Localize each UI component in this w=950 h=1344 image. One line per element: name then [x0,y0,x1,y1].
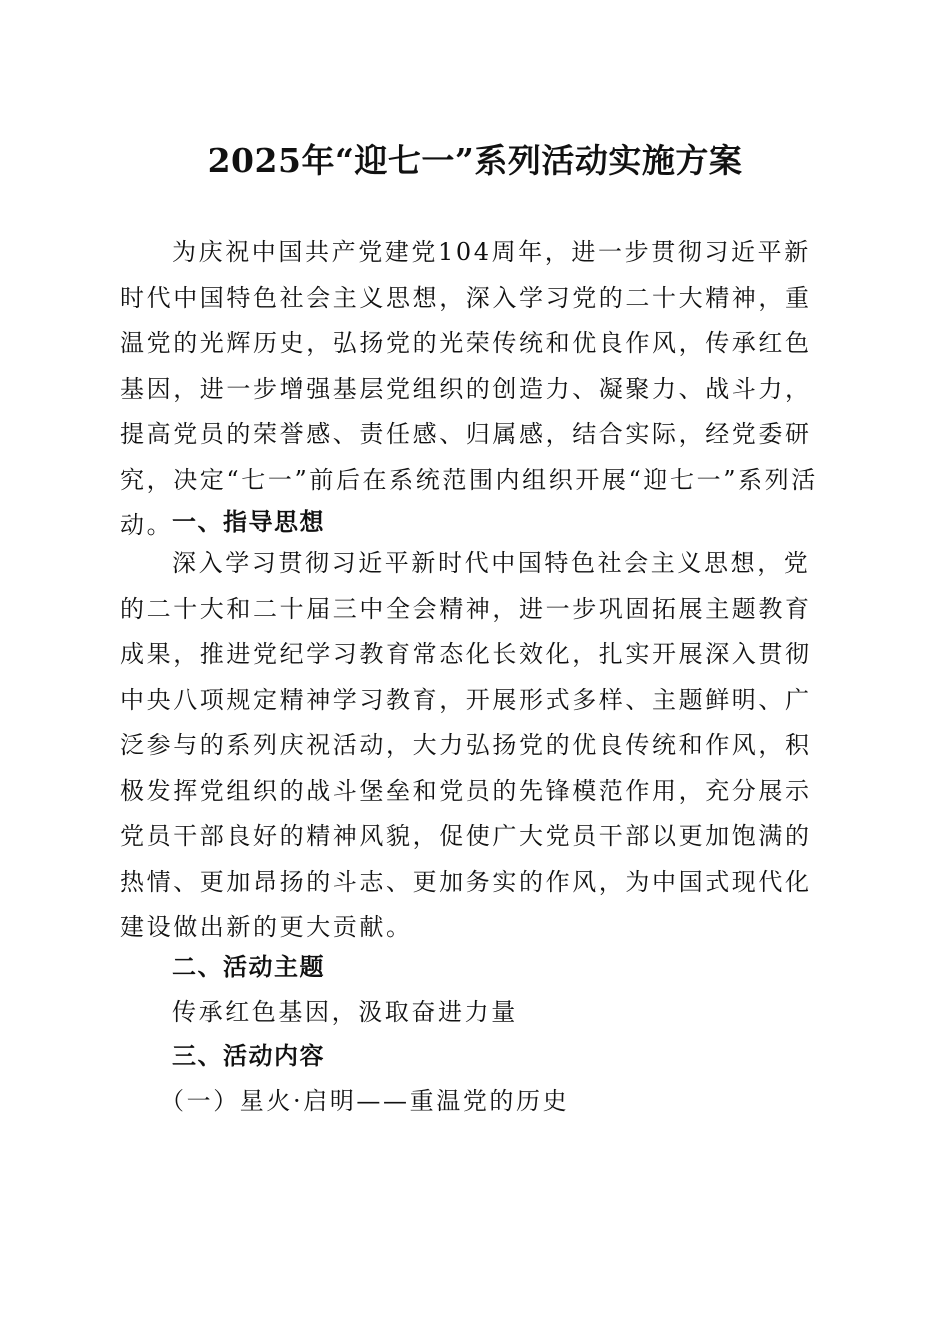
subsection-heading-spark: （一）星火·启明——重温党的历史 [160,1087,570,1115]
section-heading-guiding-ideology: 一、指导思想 [172,508,325,536]
section-body-activity-theme: 传承红色基因，汲取奋进力量 [172,998,518,1026]
section-heading-activity-theme: 二、活动主题 [172,953,325,981]
document-title: 2025年“迎七一”系列活动实施方案 [207,141,743,180]
section-body-guiding-ideology: 深入学习贯彻习近平新时代中国特色社会主义思想，党的二十大和二十届三中全会精神，进一步巩固拓展主题教育成果，推进党纪学习教育常态化长效化，扎实开展深入贯彻中央八项规定精神学习教育，开展形式多样、主题鲜明、广泛参与的系列庆祝活动，大力弘扬党的优良传统和作风，积极发挥党组织的战斗堡垒和党员的先锋模范作用，充分展示党员干部良好的精神风貌，促使广大党员干部以更加饱满的热情、更加昂扬的斗志、更加务实的作风，为中国式现代化建设做出新的更大贡献。 [120,549,812,941]
section-heading-activity-content: 三、活动内容 [172,1042,325,1070]
intro-paragraph: 为庆祝中国共产党建党104周年，进一步贯彻习近平新时代中国特色社会主义思想，深入学习党的二十大精神，重温党的光辉历史，弘扬党的光荣传统和优良作风，传承红色基因，进一步增强基层党组织的创造力、凝聚力、战斗力，提高党员的荣誉感、责任感、归属感，结合实际，经党委研究，决定“七一”前后在系统范围内组织开展“迎七一”系列活动。 [120,238,818,539]
